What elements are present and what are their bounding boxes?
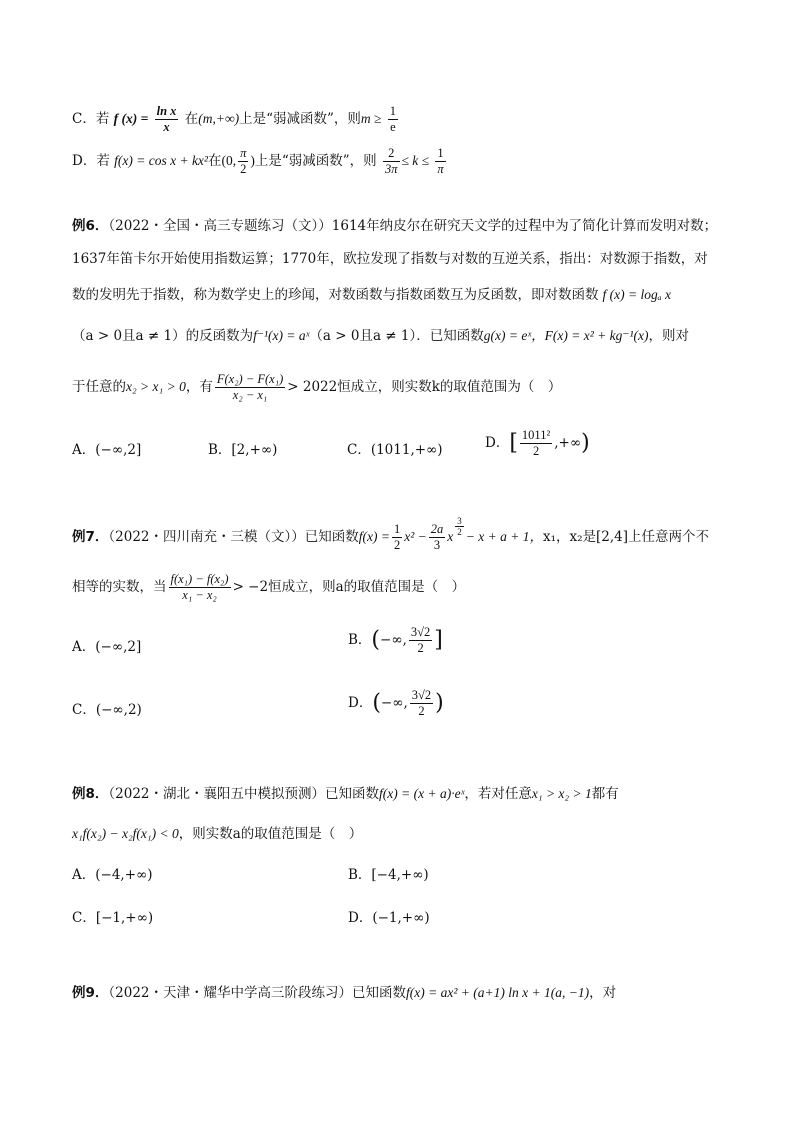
frac-den: 2	[417, 641, 424, 655]
math-expr: f(x) = (x + a)·eˣ	[379, 786, 465, 801]
text: 都有	[591, 786, 619, 802]
ex6-line4	[72, 325, 689, 347]
math-expr: x₁f(x₂) − x₂f(x₁) < 0	[72, 826, 179, 841]
text: > 2022恒成立，则实数k的取值范围为（ ）	[287, 379, 562, 395]
frac-den: e	[390, 120, 396, 134]
text: > −2恒成立，则a的取值范围是（ ）	[232, 579, 466, 595]
exponent-fraction	[455, 516, 464, 537]
ex7-line1	[72, 516, 710, 553]
example-title: 例6．	[72, 218, 109, 234]
frac-num: 1	[393, 522, 401, 536]
frac-num: f(x₁) − f(x₂)	[170, 572, 229, 586]
text: ，则实数a的取值范围是（ ）	[178, 826, 363, 842]
math-expr: (m,+∞)	[198, 111, 240, 126]
ex8-option-b[interactable]	[348, 864, 429, 886]
frac-num: 3√2	[410, 625, 431, 639]
bracket-left: [	[509, 430, 518, 456]
option-text: A．(−4,+∞)	[72, 867, 153, 883]
text: 上是“弱减函数”，则	[239, 111, 361, 127]
text: （2022・天津・耀华中学高三阶段练习）已知函数	[108, 985, 407, 1001]
option-text: B．[−4,+∞)	[348, 867, 429, 883]
math-expr: f(x) =	[358, 529, 390, 544]
frac-den: x	[163, 120, 170, 134]
option-label: B．	[348, 632, 372, 648]
ex6-option-a[interactable]	[72, 439, 141, 461]
fraction	[429, 522, 446, 553]
text: 于任意的	[72, 379, 126, 395]
text: ，对	[589, 985, 617, 1001]
option-text: −∞,	[380, 695, 408, 711]
text: 在	[207, 153, 222, 169]
fraction	[155, 104, 179, 135]
example-title: 例8．	[72, 786, 109, 802]
fraction	[169, 572, 231, 603]
frac-den: x₂ − x₁	[232, 388, 268, 402]
frac-num: 2	[383, 146, 400, 162]
text: （2022・湖北・襄阳五中模拟预测）已知函数	[108, 786, 380, 802]
text: （2022・四川南充・三模（文））已知函数	[108, 529, 359, 545]
paren-right: )	[581, 430, 590, 456]
math-expr: − x + a + 1，	[465, 529, 543, 544]
option-c-prev	[72, 104, 400, 135]
ex6-line2	[72, 248, 708, 270]
paren-right: )	[435, 690, 444, 716]
example-title: 例9．	[72, 985, 109, 1001]
text: x₁，x₂是[2,4]上任意两个不	[542, 529, 710, 545]
ex6-option-b[interactable]	[208, 439, 277, 461]
text: 1637年笛卡尔开始使用指数运算；1770年，欧拉发现了指数与对数的互逆关系，指出：对数源于指数，对	[72, 251, 708, 267]
ex7-option-c[interactable]	[72, 699, 142, 721]
option-text: C．[−1,+∞)	[72, 910, 154, 926]
text: ，有	[185, 379, 213, 395]
option-label: D．	[348, 695, 373, 711]
math-expr: g(x) = eˣ，F(x) = x² + kg⁻¹(x)	[483, 328, 649, 343]
frac-den: π	[437, 162, 444, 176]
frac-num: 1011²	[521, 428, 551, 442]
option-text: B．[2,+∞)	[208, 442, 278, 458]
frac-num: F(x₂) − F(x₁)	[216, 372, 284, 386]
option-text: A．(−∞,2]	[72, 639, 142, 655]
ex6-line3	[72, 284, 671, 306]
frac-den: 2	[457, 527, 462, 537]
frac-den: 2	[532, 444, 540, 458]
fraction	[215, 372, 285, 403]
option-label: D．	[485, 435, 510, 451]
option-text: D．(−1,+∞)	[348, 910, 430, 926]
fraction	[392, 522, 402, 553]
frac-den: 3π	[384, 162, 398, 176]
option-text: A．(−∞,2]	[72, 442, 142, 458]
ex8-option-d[interactable]	[348, 907, 430, 929]
ex6-line5	[72, 372, 561, 403]
bracket-right: ]	[434, 627, 443, 653]
option-text: C．(−∞,2)	[72, 702, 142, 718]
frac-den: 3	[433, 538, 441, 552]
frac-den: 2	[393, 538, 401, 552]
ex7-option-b[interactable]	[348, 625, 443, 656]
fraction	[409, 625, 432, 656]
text: ，则对	[648, 328, 690, 344]
ex7-option-d[interactable]	[348, 688, 444, 719]
ex6-option-d[interactable]	[485, 428, 590, 459]
ex8-option-c[interactable]	[72, 907, 153, 929]
text: （2022・全国・高三专题练习（文））1614年纳皮尔在研究天文学的过程中为了简化计算而发明对数；	[108, 218, 718, 234]
option-text: C．(1011,+∞)	[347, 442, 443, 458]
ex8-option-a[interactable]	[72, 864, 153, 886]
text: 数的发明先于指数，称为数学史上的珍闻，对数函数与指数函数互为反函数，即对数函数	[72, 287, 599, 303]
frac-num: 1	[435, 146, 445, 162]
ex7-option-a[interactable]	[72, 636, 141, 658]
text: 上是“弱减函数”，则	[254, 153, 377, 169]
frac-num: ln x	[156, 104, 177, 118]
text: （a > 0且a ≠ 1）的反函数为	[72, 328, 254, 344]
fraction	[238, 146, 248, 177]
ex9-line1	[72, 982, 616, 1004]
math-expr: m ≥	[360, 111, 382, 126]
text: ，若对任意	[464, 786, 532, 802]
math-expr: x	[447, 529, 454, 544]
option-d-prev	[72, 146, 448, 177]
ex8-line1	[72, 783, 619, 805]
frac-num: 3	[457, 516, 462, 526]
option-text: −∞,	[380, 632, 407, 648]
math-expr: f (x) = logₐ x	[602, 287, 672, 302]
text: 相等的实数，当	[72, 579, 167, 595]
frac-den: 2	[240, 162, 247, 176]
paren-left: (	[372, 690, 381, 716]
frac-num: 1	[389, 104, 396, 118]
fraction	[383, 146, 400, 177]
math-expr: f (x) =	[113, 111, 149, 126]
option-label: D．若	[72, 153, 110, 169]
ex7-line2	[72, 572, 465, 603]
math-expr: f(x) = cos x + kx²	[114, 153, 208, 168]
option-label: C．若	[72, 111, 110, 127]
math-expr: f⁻¹(x) = aˣ	[253, 328, 310, 343]
ex6-line1	[72, 215, 717, 237]
paren-left: (	[371, 627, 381, 653]
frac-num: π	[240, 146, 247, 160]
math-expr: ≤ k ≤	[401, 153, 430, 168]
fraction	[388, 104, 398, 135]
math-expr: (0,	[221, 153, 237, 168]
ex6-option-c[interactable]	[347, 439, 443, 461]
math-expr: x₁ > x₂ > 1	[531, 786, 592, 801]
text: （a > 0且a ≠ 1）．已知函数	[309, 328, 484, 344]
math-expr: x² −	[404, 529, 427, 544]
frac-den: 2	[418, 704, 425, 718]
ex8-line2	[72, 823, 362, 845]
example-title: 例7．	[72, 529, 109, 545]
frac-num: 3√2	[411, 688, 432, 702]
frac-num: 2a	[430, 522, 444, 536]
fraction	[435, 146, 445, 177]
frac-den: x₁ − x₂	[182, 588, 217, 602]
text: 在	[184, 111, 199, 127]
math-expr: x₂ > x₁ > 0	[126, 379, 186, 394]
fraction	[520, 428, 552, 459]
option-text: ,+∞	[554, 435, 582, 451]
math-expr: f(x) = ax² + (a+1) ln x + 1(a, −1)	[406, 985, 590, 1000]
math-expr: )	[250, 153, 255, 168]
fraction	[410, 688, 433, 719]
